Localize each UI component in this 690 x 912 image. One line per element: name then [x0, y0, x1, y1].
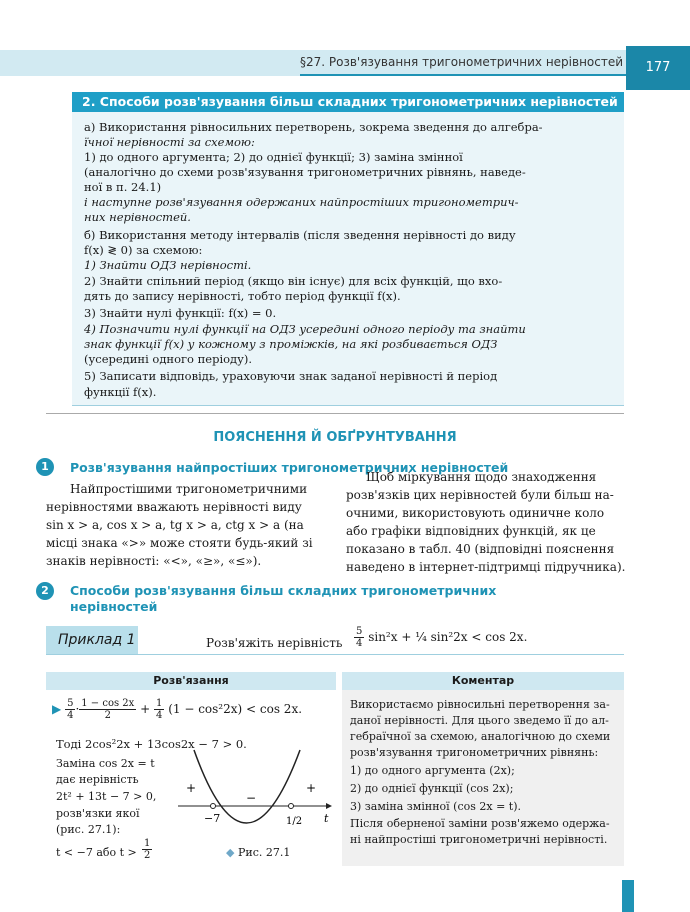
comment-column — [342, 690, 624, 866]
plus-sign: + — [186, 781, 197, 795]
fraction: $\frac{1}{2}$ — [144, 838, 151, 861]
diamond-icon: ◆ — [226, 846, 235, 859]
comment-line: даної нерівності. Для цього зведемо її до ал- — [350, 714, 609, 727]
solution-line-1-text: (1 − cos²2x) < cos 2x. — [168, 702, 303, 716]
fraction: $\frac{1}{4}$ — [156, 698, 163, 721]
task-prefix: Розв'яжіть нерівність — [206, 636, 343, 650]
box-line: 2) Знайти спільний період (якщо він існує) для всіх функцій, що вхо- — [84, 274, 503, 288]
section-title: ПОЯСНЕННЯ Й ОБҐРУНТУВАННЯ — [213, 430, 457, 445]
box-line: їчної нерівності за схемою: — [84, 135, 255, 149]
box-line: ної в п. 24.1) — [84, 180, 162, 194]
subsection-title: Розв'язування найпростіших тригонометричних нерівностей — [70, 460, 509, 475]
fraction: $\frac{1 - \cos 2x}{2}$ — [81, 698, 135, 721]
paragraph-line: наведено в інтернет-підтримці підручника). — [346, 560, 626, 574]
paragraph-line: очними, використовують одиничне коло — [346, 506, 605, 520]
solution-text: t < −7 або t > — [56, 846, 137, 859]
root-point — [211, 804, 216, 809]
header-rule — [300, 74, 626, 76]
subsection-title: Способи розв'язування більш складних тригонометричних — [70, 583, 497, 598]
comment-line: 3) заміна змінної (cos 2x = t). — [350, 800, 522, 813]
box-line: (усередині одного періоду). — [84, 352, 253, 366]
page-number: 177 — [626, 46, 690, 90]
method-box — [72, 112, 624, 406]
box-line: них нерівностей. — [84, 210, 191, 224]
solution-header: Розв'язання — [46, 672, 336, 690]
running-head: §27. Розв'язування тригонометричних нерівностей — [300, 55, 624, 69]
root-point — [289, 804, 294, 809]
figure-caption-text: Рис. 27.1 — [237, 846, 291, 859]
box-line: дять до запису нерівності, тобто період функції f(x). — [84, 289, 401, 303]
box-line: 1) до одного аргумента; 2) до однієї функції; 3) заміна змінної — [84, 150, 463, 164]
solution-line-1: ▶ $\frac{5}{4}$ · $\frac{1 - \cos 2x}{2}$ + $\frac{1}{4}$ (1 − cos²2x) < cos 2x. — [52, 698, 303, 721]
solution-text: дає нерівність — [56, 773, 139, 786]
minus-sign: − — [246, 791, 257, 805]
axis-label: t — [324, 812, 329, 825]
triangle-bullet-icon: ▶ — [52, 702, 62, 716]
figure-caption — [226, 846, 290, 859]
subsection-title: нерівностей — [70, 599, 158, 614]
box-line: а) Використання рівносильних перетворень, зокрема зведення до алгебра- — [84, 120, 543, 134]
comment-line: ні найпростіші тригонометричні нерівності. — [350, 833, 608, 846]
comment-line: Використаємо рівносильні перетворення за- — [350, 698, 610, 711]
paragraph-line: знаків нерівності: «<», «≥», «≤»). — [46, 554, 262, 568]
box-line: 5) Записати відповідь, ураховуючи знак заданої нерівності й період — [84, 369, 498, 383]
paragraph-line: sin x > a, cos x > a, tg x > a, ctg x > a (на — [46, 518, 304, 532]
comment-line: розв'язування тригонометричних рівнянь: — [350, 746, 599, 759]
example-rule — [46, 654, 624, 655]
paragraph-line: Щоб міркування щодо знаходження — [366, 470, 597, 484]
example-label: Приклад 1 — [46, 626, 138, 654]
solution-text: Заміна cos 2x = t — [56, 757, 155, 770]
box-line: функції f(x). — [84, 385, 157, 399]
comment-header: Коментар — [342, 672, 624, 690]
box-line: (аналогічно до схеми розв'язування тригонометричних рівнянь, наведе- — [84, 165, 526, 179]
fraction: $\frac{5}{4}$ — [67, 698, 74, 721]
subsection-number: 2 — [36, 582, 54, 600]
task-expression — [354, 626, 527, 649]
comment-line: Після оберненої заміни розв'яжемо одержа- — [350, 817, 610, 830]
solution-text: (рис. 27.1): — [56, 823, 121, 836]
paragraph-line: показано в табл. 40 (відповідні пояснення — [346, 542, 615, 556]
section-rule — [46, 413, 624, 414]
box-title: 2. Способи розв'язування більш складних тригонометричних нерівностей — [72, 92, 624, 112]
box-line: f(x) ≷ 0) за схемою: — [84, 243, 203, 257]
axis-arrow-icon — [326, 803, 332, 809]
box-line: знак функції f(x) у кожному з проміжків, на які розбивається ОДЗ — [84, 337, 498, 351]
paragraph-line: або графіки відповідних функцій, як це — [346, 524, 596, 538]
task-expression-text: sin²x + ¼ sin²2x < cos 2x. — [368, 630, 528, 644]
box-line: б) Використання методу інтервалів (після зведення нерівності до виду — [84, 228, 516, 242]
root-label: 1/2 — [286, 816, 303, 827]
solution-line-2: Тоді 2cos²2x + 13cos2x − 7 > 0. — [56, 737, 247, 751]
box-line: 3) Знайти нулі функції: f(x) = 0. — [84, 306, 277, 320]
solution-text: розв'язки якої — [56, 807, 140, 820]
fraction: $\frac{5}{4}$ — [356, 626, 363, 649]
box-line: 1) Знайти ОДЗ нерівності. — [84, 258, 252, 272]
comment-line: 1) до одного аргумента (2x); — [350, 764, 515, 777]
comment-line: 2) до однієї функції (cos 2x); — [350, 782, 514, 795]
comment-line: гебраїчної за схемою, аналогічною до схеми — [350, 730, 611, 743]
box-line: і наступне розв'язування одержаних найпростіших тригонометрич- — [84, 195, 519, 209]
paragraph-line: місці знака «>» може стояти будь-який зі — [46, 536, 313, 550]
box-line: 4) Позначити нулі функції на ОДЗ усередині одного періоду та знайти — [84, 322, 526, 336]
subsection-number: 1 — [36, 458, 54, 476]
root-label: −7 — [204, 812, 221, 825]
side-bar — [622, 880, 634, 912]
paragraph-line: нерівностями вважають нерівності виду — [46, 500, 302, 514]
paragraph-line: розв'язків цих нерівностей були більш на- — [346, 488, 614, 502]
plus-sign: + — [306, 781, 317, 795]
parabola-graph — [176, 746, 336, 846]
paragraph-line: Найпростішими тригонометричними — [70, 482, 308, 496]
solution-text: 2t² + 13t − 7 > 0, — [56, 790, 157, 803]
